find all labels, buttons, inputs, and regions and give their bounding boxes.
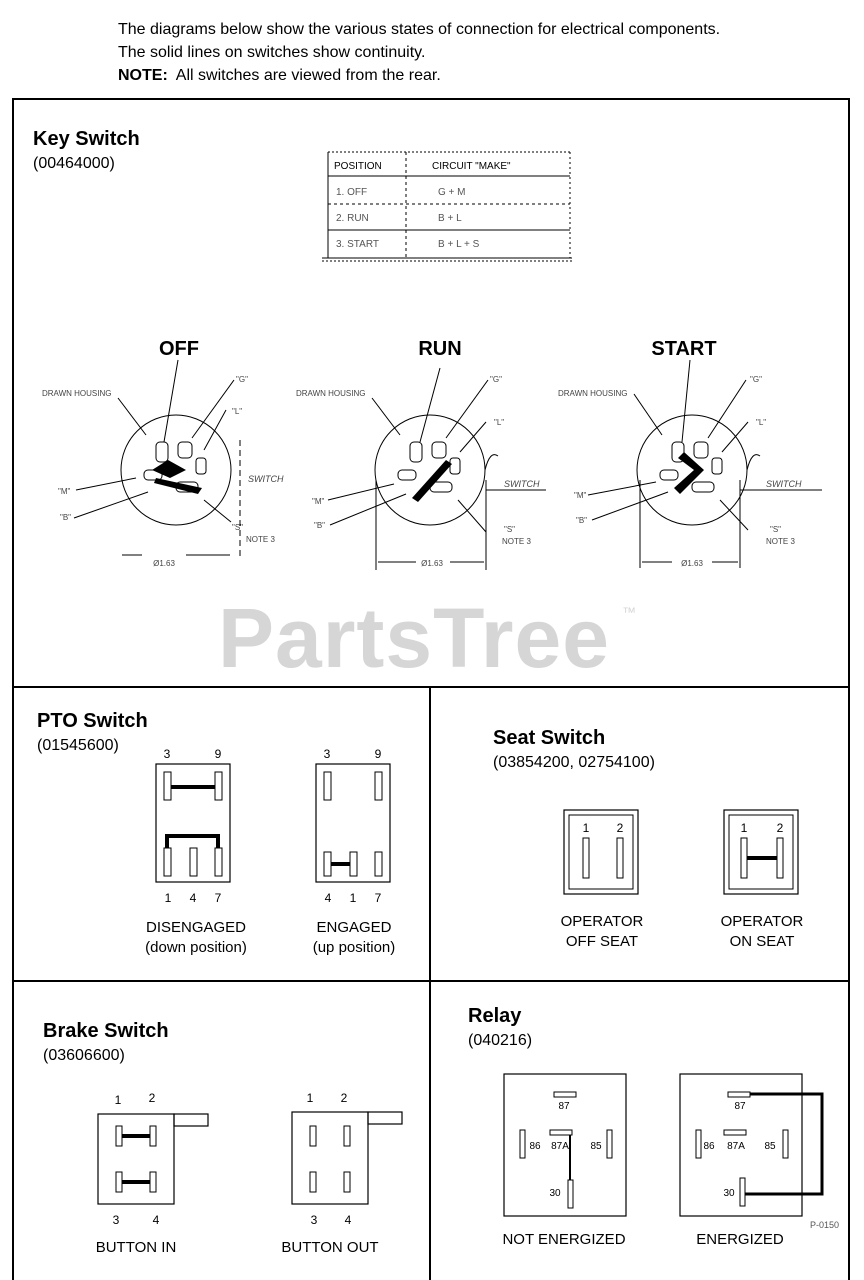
off-term-m: "M" bbox=[58, 487, 71, 496]
brake-out-term-1: 1 bbox=[306, 1091, 314, 1105]
brake-switch-part: (03606600) bbox=[43, 1047, 125, 1064]
seat-on-caption bbox=[700, 912, 824, 952]
run-note: NOTE 3 bbox=[502, 537, 531, 546]
relay-energized-caption: ENERGIZED bbox=[696, 1231, 784, 1248]
key-state-label-off: OFF bbox=[159, 338, 199, 360]
key-state-label-run: RUN bbox=[418, 338, 462, 360]
intro-text bbox=[118, 18, 720, 87]
start-dimension: Ø1.63 bbox=[681, 559, 703, 568]
run-term-g: "G" bbox=[490, 375, 502, 384]
table-row-3-pos: 3. START bbox=[336, 239, 379, 250]
relay-e-term-86: 86 bbox=[703, 1141, 715, 1152]
brake-in-diagram bbox=[96, 1088, 212, 1228]
divider-vertical bbox=[429, 686, 431, 1280]
start-note: NOTE 3 bbox=[766, 537, 795, 546]
seat-on-diagram bbox=[720, 806, 804, 898]
intro-line-2: The solid lines on switches show continuity. bbox=[118, 44, 426, 61]
note-label: NOTE: bbox=[118, 67, 168, 84]
relay-ne-term-86: 86 bbox=[529, 1141, 541, 1152]
brake-in-term-2: 2 bbox=[148, 1091, 156, 1105]
intro-note bbox=[118, 64, 720, 87]
key-switch-run-diagram bbox=[290, 330, 560, 570]
table-row-1-pos: 1. OFF bbox=[336, 187, 368, 198]
start-drawn-housing: DRAWN HOUSING bbox=[558, 389, 628, 398]
start-term-l: "L" bbox=[756, 418, 767, 427]
seat-switch-part: (03854200, 02754100) bbox=[493, 754, 655, 771]
brake-out-term-3: 3 bbox=[310, 1213, 318, 1227]
relay-ne-term-30: 30 bbox=[549, 1188, 561, 1199]
key-switch-start-diagram bbox=[552, 330, 842, 570]
figure-code: P-0150 bbox=[810, 1220, 840, 1230]
key-switch-table bbox=[320, 148, 576, 264]
brake-in-term-4: 4 bbox=[152, 1213, 160, 1227]
run-dimension: Ø1.63 bbox=[421, 559, 443, 568]
brake-out-term-2: 2 bbox=[340, 1091, 348, 1105]
pto-eng-term-3: 3 bbox=[323, 747, 331, 761]
pto-dis-term-9: 9 bbox=[214, 747, 222, 761]
seat-off-label: OPERATOR bbox=[560, 913, 644, 930]
brake-in-caption: BUTTON IN bbox=[95, 1239, 177, 1256]
relay-not-energized-caption: NOT ENERGIZED bbox=[502, 1231, 626, 1248]
watermark: PartsTree bbox=[218, 591, 610, 685]
pto-disengaged-sub: (down position) bbox=[145, 939, 247, 956]
divider-middle bbox=[12, 980, 850, 982]
table-col-position: POSITION bbox=[334, 161, 382, 172]
relay-part: (040216) bbox=[468, 1032, 533, 1049]
relay-ne-term-87: 87 bbox=[558, 1101, 570, 1112]
seat-on-term-2: 2 bbox=[776, 821, 784, 835]
run-term-s: "S" bbox=[504, 525, 516, 534]
brake-out-term-4: 4 bbox=[344, 1213, 352, 1227]
seat-switch-title: Seat Switch bbox=[493, 727, 606, 749]
pto-dis-term-7: 7 bbox=[214, 891, 222, 905]
off-term-s: "S" bbox=[232, 523, 244, 532]
brake-in-term-3: 3 bbox=[112, 1213, 120, 1227]
pto-eng-term-4: 4 bbox=[324, 891, 332, 905]
off-term-b: "B" bbox=[60, 513, 72, 522]
pto-dis-term-3: 3 bbox=[163, 747, 171, 761]
seat-off-diagram bbox=[560, 806, 644, 898]
pto-eng-term-9: 9 bbox=[374, 747, 382, 761]
pto-disengaged-label: DISENGAGED bbox=[145, 919, 247, 936]
intro-line-1: The diagrams below show the various states of connection for electrical components. bbox=[118, 21, 721, 38]
relay-e-term-87a: 87A bbox=[727, 1141, 745, 1152]
relay-ne-term-85: 85 bbox=[590, 1141, 602, 1152]
brake-out-caption: BUTTON OUT bbox=[281, 1239, 379, 1256]
table-row-3-circuit: B + L + S bbox=[438, 239, 480, 250]
relay-e-term-30: 30 bbox=[723, 1188, 735, 1199]
relay-not-energized-diagram bbox=[500, 1072, 630, 1220]
key-switch-off-diagram bbox=[36, 330, 306, 570]
run-switch-label: SWITCH bbox=[504, 479, 540, 489]
run-term-b: "B" bbox=[314, 521, 326, 530]
brake-in-term-1: 1 bbox=[114, 1093, 122, 1107]
run-term-m: "M" bbox=[312, 497, 325, 506]
pto-eng-term-7: 7 bbox=[374, 891, 382, 905]
run-term-l: "L" bbox=[494, 418, 505, 427]
off-note: NOTE 3 bbox=[246, 535, 275, 544]
pto-disengaged-diagram bbox=[150, 742, 240, 905]
table-row-2-circuit: B + L bbox=[438, 213, 462, 224]
table-col-circuit: CIRCUIT "MAKE" bbox=[432, 161, 511, 172]
watermark-tm: ™ bbox=[622, 604, 636, 620]
relay-energized-diagram bbox=[676, 1072, 832, 1220]
start-term-g: "G" bbox=[750, 375, 762, 384]
seat-off-caption bbox=[540, 912, 664, 952]
table-row-2-pos: 2. RUN bbox=[336, 213, 369, 224]
start-term-m: "M" bbox=[574, 491, 587, 500]
key-switch-title: Key Switch bbox=[33, 128, 140, 150]
relay-ne-term-87a: 87A bbox=[551, 1141, 569, 1152]
seat-on-term-1: 1 bbox=[740, 821, 748, 835]
pto-disengaged-caption bbox=[126, 918, 266, 958]
note-text: All switches are viewed from the rear. bbox=[175, 67, 441, 84]
pto-engaged-sub: (up position) bbox=[312, 939, 396, 956]
pto-eng-term-1: 1 bbox=[349, 891, 357, 905]
off-term-l: "L" bbox=[232, 407, 243, 416]
pto-dis-term-4: 4 bbox=[189, 891, 197, 905]
seat-on-label: OPERATOR bbox=[720, 913, 804, 930]
brake-out-diagram bbox=[290, 1088, 406, 1228]
pto-engaged-label: ENGAGED bbox=[316, 919, 392, 936]
start-term-s: "S" bbox=[770, 525, 782, 534]
pto-engaged-caption bbox=[294, 918, 414, 958]
start-switch-label: SWITCH bbox=[766, 479, 802, 489]
relay-e-term-87: 87 bbox=[734, 1101, 746, 1112]
key-state-label-start: START bbox=[651, 338, 717, 360]
off-term-g: "G" bbox=[236, 375, 248, 384]
relay-e-term-85: 85 bbox=[764, 1141, 776, 1152]
seat-off-term-1: 1 bbox=[582, 821, 590, 835]
run-drawn-housing: DRAWN HOUSING bbox=[296, 389, 366, 398]
brake-switch-title: Brake Switch bbox=[43, 1020, 169, 1042]
key-switch-part: (00464000) bbox=[33, 155, 115, 172]
start-term-b: "B" bbox=[576, 516, 588, 525]
seat-off-sub: OFF SEAT bbox=[565, 933, 639, 950]
off-dimension: Ø1.63 bbox=[153, 559, 175, 568]
off-drawn-housing: DRAWN HOUSING bbox=[42, 389, 112, 398]
seat-off-term-2: 2 bbox=[616, 821, 624, 835]
pto-switch-part: (01545600) bbox=[37, 737, 119, 754]
relay-title: Relay bbox=[468, 1005, 522, 1027]
seat-on-sub: ON SEAT bbox=[729, 933, 795, 950]
off-switch-label: SWITCH bbox=[248, 474, 284, 484]
table-row-1-circuit: G + M bbox=[438, 187, 466, 198]
pto-dis-term-1: 1 bbox=[164, 891, 172, 905]
pto-switch-title: PTO Switch bbox=[37, 710, 148, 732]
pto-engaged-diagram bbox=[310, 742, 400, 905]
